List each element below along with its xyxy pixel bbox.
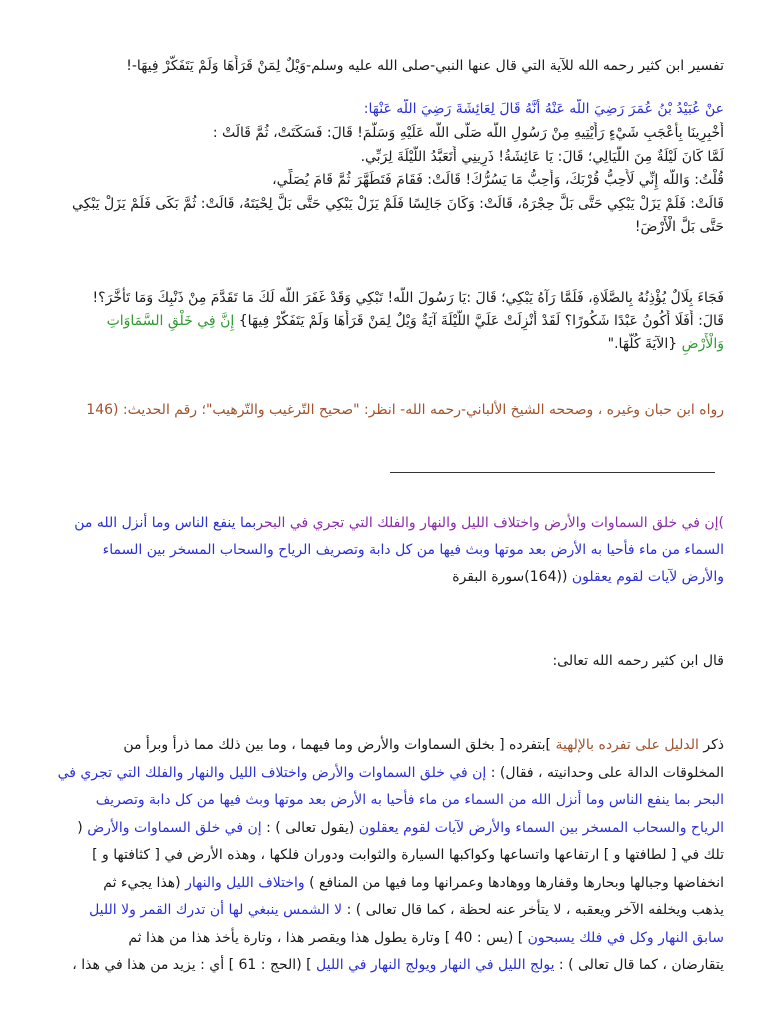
tafsir-line [36, 925, 724, 953]
heading-text: تفسير ابن كثير رحمه الله للآية التي قال عنها النبي-صلى الله عليه وسلم-وَيْلٌ لِمَنْ قَرَأَهَا وَلَمْ يَتَفَكَّرْ فِيهَا-! [126, 58, 724, 74]
hadith-block [36, 99, 724, 119]
quran-verse-span: إن في خلق السماوات والأرض [87, 819, 262, 836]
tafsir-span: المخلوقات الدالة على وحدانيته ، فقال) : [486, 764, 724, 781]
tafsir-span: (يقول تعالى ) : [261, 819, 359, 836]
verse-span: بما ينفع الناس وما أنزل الله من [74, 515, 257, 531]
hadith-source [36, 399, 724, 421]
tafsir-span: يتقارضان ، كما قال تعالى ) : [554, 957, 724, 973]
verse-line: السماء من ماء فأحيا به الأرض بعد موتها وبث فيها من كل دابة وتصريف الرياح والسحاب المسخر بين السماء [102, 542, 724, 558]
tafsir-span: (هذا يجيء ثم [103, 874, 186, 891]
quran-verse-span: لا الشمس ينبغي لها أن تدرك القمر ولا الليل [89, 902, 343, 918]
hadith-text [36, 122, 724, 240]
tafsir-line: البحر بما ينفع الناس وما أنزل الله من السماء من ماء فأحيا به الأرض بعد موتها وبث فيها من كل دابة وتصريف [95, 792, 724, 808]
hadith-line [36, 333, 724, 356]
quran-verse-span: سابق النهار وكل في فلك يسبحون [527, 929, 724, 946]
hadith-paragraph-2 [36, 287, 724, 356]
tafsir-span: ( [77, 819, 88, 836]
tafsir-span: انخفاضها وجبالها وبحارها وقفارها ووهادها وعمرانها وما فيها من المنافع ) [304, 874, 724, 891]
ibn-kathir-heading-text: قال ابن كثير رحمه الله تعالى: [552, 653, 724, 669]
quran-verse-span: إن في خلق السماوات والأرض واختلاف الليل والنهار والفلك التي تجري في [57, 764, 487, 781]
surah-reference: ((164)سورة البقرة [452, 569, 572, 585]
quran-verse-span: إِنَّ فِي خَلْقِ السَّمَاوَاتِ [106, 313, 235, 329]
hadith-line: فَجَاءَ بِلَالٌ يُؤْذِنُهُ بِالصَّلَاةِ، فَلَمَّا رَآهُ يَبْكِي؛ قَالَ :يَا رَسُولَ اللَّه! تَبْكِي وَقَدْ غَفَرَ اللَّه لَكَ مَا تَقَدَّمَ مِنْ ذَنْبِكَ وَمَا تَأَخَّرَ؟! [92, 290, 724, 306]
hadith-line: قَالَتْ: فَلَمْ يَزَلْ يَبْكِي حَتَّى بَلَّ حِجْرَهُ، قَالَتْ: وَكَانَ جَالِسًا فَلَمْ يَزَلْ يَبْكِي حَتَّى بَلَّ لِحْيَتَهُ، قَالَتْ: ثُمَّ بَكَى فَلَمْ يَزَلْ يَبْكِي [72, 195, 724, 212]
quran-verse-span: الرياح والسحاب المسخر بين السماء والأرض لآيات لقوم يعقلون [358, 819, 724, 836]
quran-verse-span: وَالْأَرْضِ [681, 336, 724, 352]
tafsir-span: ] (الحج : 61 ] أي : يزيد من هذا في هذا ، [72, 957, 317, 973]
tafsir-span: ذكر [698, 737, 724, 753]
tafsir-line [36, 815, 724, 843]
tafsir-block [36, 732, 724, 980]
hadith-line [36, 310, 724, 333]
quran-verse-span: واختلاف الليل والنهار [185, 874, 305, 891]
hadith-text-span: قَالَ: أَفَلَا أَكُونُ عَبْدًا شَكُورًا؟ لَقَدْ أُنْزِلَتْ عَلَيَّ اللَّيْلَةَ آيَةٌ وَيْلٌ لِمَنْ قَرَأَهَا وَلَمْ يَتَفَكَّرْ فِيهَا} [234, 313, 724, 329]
verse-block [36, 510, 724, 591]
hadith-line: قُلْتُ: وَاللَّه إِنِّي لَأُحِبُّ قُرْبَكَ، وَأُحِبُّ مَا يَسُرُّكَ! قَالَتْ: فَقَامَ فَتَطَهَّرَ ثُمَّ قَامَ يُصَلِّي، [272, 172, 724, 188]
verse-line [36, 510, 724, 537]
tafsir-line [36, 760, 724, 788]
hadith-line: أَخْبِرِينَا بِأَعْجَبِ شَيْءٍ رَأَيْتِيهِ مِنْ رَسُولِ اللَّه صَلَّى اللَّه عَلَيْهِ وَسَلَّمَ! قَالَ: فَسَكَتَتْ، ثُمَّ قَالَتْ : [212, 125, 724, 141]
hadith-line: لَمَّا كَانَ لَيْلَةٌ مِنَ اللَّيَالِي؛ قَالَ: يَا عَائِشَةُ! ذَرِينِي أَتَعَبَّدُ اللَّيْلَةَ لِرَبِّي. [360, 148, 724, 165]
ibn-kathir-heading [36, 650, 724, 672]
verse-span: )إن في خلق السماوات والأرض واختلاف الليل والنهار والفلك التي تجري في البحر [256, 515, 724, 531]
separator-line [390, 472, 715, 473]
tafsir-span: ] (يس : 40 ] وتارة يطول هذا ويقصر هذا ، وتارة يأخذ هذا من هذا ثم [128, 929, 528, 946]
tafsir-line [36, 732, 724, 760]
article-heading [36, 55, 724, 77]
tafsir-line [36, 897, 724, 925]
hadith-narrator: عنْ عُبَيْدُ بْنُ عُمَرَ رَضِيَ اللَّه عَنْهُ أَنَّهُ قَالَ لِعَائِشَةَ رَضِيَ اللَّه عَنْهَا: [363, 101, 724, 117]
verse-line [36, 564, 724, 591]
hadith-text-span: {الآيَةَ كُلَّهَا." [607, 336, 682, 352]
tafsir-line [36, 870, 724, 898]
tafsir-line [36, 952, 724, 980]
tafsir-span: ]بتفرده [ بخلق السماوات والأرض وما فيهما ، وما بين ذلك مما ذرأ وبرأ من [123, 737, 556, 753]
verse-span: والأرض لآيات لقوم يعقلون [571, 569, 724, 585]
quran-verse-span: يولج الليل في النهار ويولج النهار في الليل [316, 957, 555, 973]
hadith-line: حَتَّى بَلَّ الْأَرْضَ! [634, 219, 724, 235]
source-text: رواه ابن حبان وغيره ، وصححه الشيخ الألباني-رحمه الله- انظر: "صحيح التّرغيب والتّرهيب"؛ رقم الحديث: (146 [86, 402, 724, 418]
tafsir-span: يذهب ويخلفه الآخر ويعقبه ، لا يتأخر عنه لحظة ، كما قال تعالى ) : [342, 902, 724, 918]
tafsir-line: تلك في [ لطافتها و ] ارتفاعها واتساعها وكواكبها السيارة والثوابت ودوران فلكها ، وهذه الأرض في [ كثافتها و ] [92, 847, 724, 863]
tafsir-highlight: الدليل على تفرده بالإلهية [555, 737, 699, 753]
